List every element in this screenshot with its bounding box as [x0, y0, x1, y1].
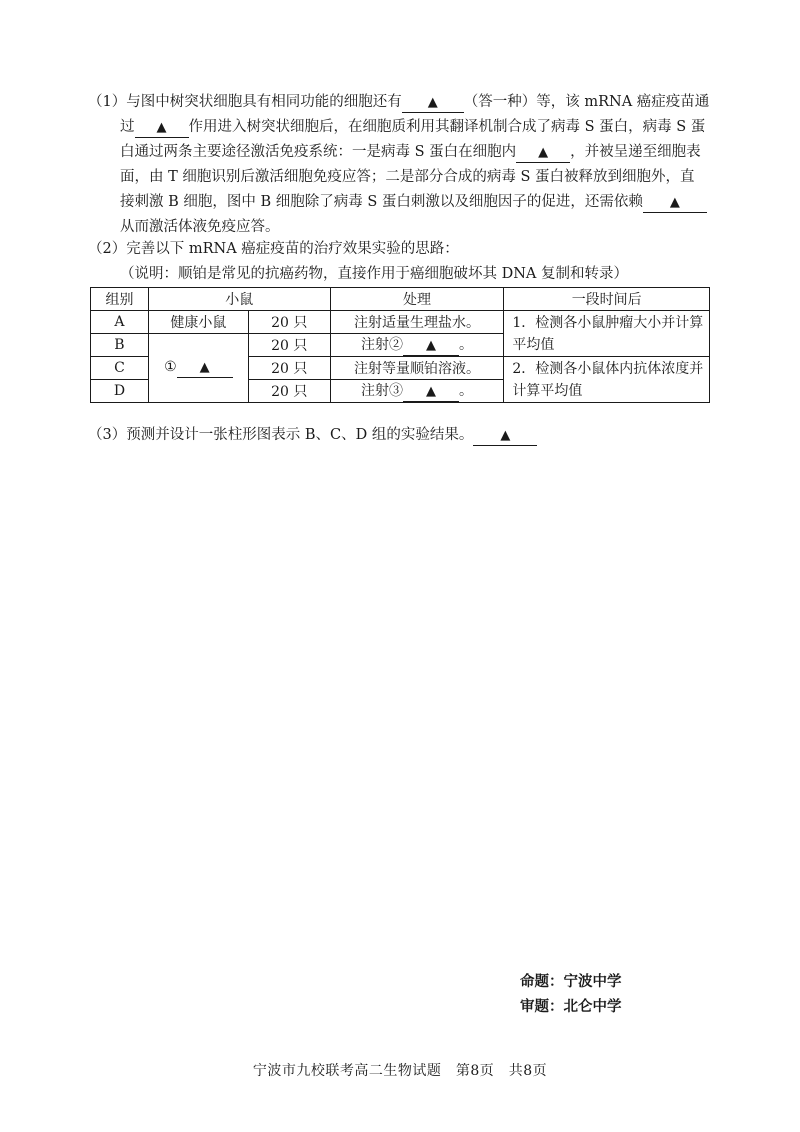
q1-text-8: 接刺激 B 细胞，图中 B 细胞除了病毒 S 蛋白刺激以及细胞因子的促进，还需依赖	[120, 194, 643, 210]
mouse-cell: 健康小鼠	[148, 311, 248, 334]
group-cell: B	[91, 334, 149, 357]
answer-blank-4[interactable]: ▲	[643, 194, 707, 213]
treatment-suffix: 。	[459, 337, 474, 353]
q1-text-1: （1）与图中树突状细胞具有相同功能的细胞还有	[88, 94, 402, 110]
q1-text-3: 过	[120, 119, 135, 135]
count-cell: 20 只	[248, 380, 330, 403]
q2-line-1: （2）完善以下 mRNA 癌症疫苗的治疗效果实验的思路：	[88, 241, 459, 257]
answer-blank-treatment-2[interactable]: ▲	[403, 337, 459, 356]
answer-blank-1[interactable]: ▲	[402, 94, 464, 113]
q1-line-2	[88, 115, 748, 140]
q1-line-5	[88, 190, 748, 215]
treatment-cell	[330, 380, 504, 403]
question-1	[88, 90, 748, 240]
answer-blank-2[interactable]: ▲	[135, 119, 189, 138]
q1-line-4: 面，由 T 细胞识别后激活细胞免疫应答；二是部分合成的病毒 S 蛋白被释放到细胞外，直	[120, 169, 695, 185]
group-cell: A	[91, 311, 149, 334]
group-cell: C	[91, 357, 149, 380]
page-footer: 宁波市九校联考高二生物试题 第8页 共8页	[252, 1063, 548, 1079]
question-2	[88, 237, 748, 287]
q3-text: （3）预测并设计一张柱形图表示 B、C、D 组的实验结果。	[88, 427, 474, 443]
q1-line-6: 从而激活体液免疫应答。	[120, 219, 280, 235]
merged-mouse-cell	[148, 334, 248, 403]
question-3	[88, 423, 748, 448]
answer-blank-treatment-3[interactable]: ▲	[403, 383, 459, 402]
mouse-blank-label: ①	[164, 358, 177, 375]
q1-text-4: 作用进入树突状细胞后，在细胞质利用其翻译机制合成了病毒 S 蛋白，病毒 S 蛋	[188, 119, 706, 135]
q1-text-5: 白通过两条主要途径激活免疫系统：一是病毒 S 蛋白在细胞内	[120, 144, 517, 160]
answer-blank-3[interactable]: ▲	[516, 144, 570, 163]
header-group: 组别	[91, 288, 149, 311]
count-cell: 20 只	[248, 334, 330, 357]
author-credit: 命题：宁波中学	[520, 974, 622, 990]
q1-text-6: ，并被呈递至细胞表	[570, 144, 701, 160]
treatment-label: 注射③	[361, 383, 404, 399]
table-header-row	[91, 288, 710, 311]
count-cell: 20 只	[248, 357, 330, 380]
q1-line-3	[88, 140, 748, 165]
table-row	[91, 311, 710, 334]
after-cell-1: 1．检测各小鼠肿瘤大小并计算平均值	[504, 311, 710, 357]
header-mouse: 小鼠	[148, 288, 330, 311]
treatment-cell: 注射等量顺铂溶液。	[330, 357, 504, 380]
treatment-cell	[330, 334, 504, 357]
group-cell: D	[91, 380, 149, 403]
experiment-table	[90, 287, 710, 403]
answer-blank-q3[interactable]: ▲	[473, 427, 537, 446]
q1-text-2: （答一种）等，该 mRNA 癌症疫苗通	[463, 94, 710, 110]
reviewer-credit: 审题：北仑中学	[520, 999, 622, 1015]
treatment-suffix: 。	[459, 383, 474, 399]
after-cell-2: 2．检测各小鼠体内抗体浓度并计算平均值	[504, 357, 710, 403]
header-after: 一段时间后	[504, 288, 710, 311]
q1-line-1	[88, 90, 748, 115]
q2-note: （说明：顺铂是常见的抗癌药物，直接作用于癌细胞破坏其 DNA 复制和转录）	[120, 266, 628, 282]
q3-line	[88, 423, 748, 448]
treatment-cell: 注射适量生理盐水。	[330, 311, 504, 334]
count-cell: 20 只	[248, 311, 330, 334]
answer-blank-mouse[interactable]: ▲	[177, 359, 233, 378]
treatment-label: 注射②	[361, 337, 404, 353]
header-treatment: 处理	[330, 288, 504, 311]
